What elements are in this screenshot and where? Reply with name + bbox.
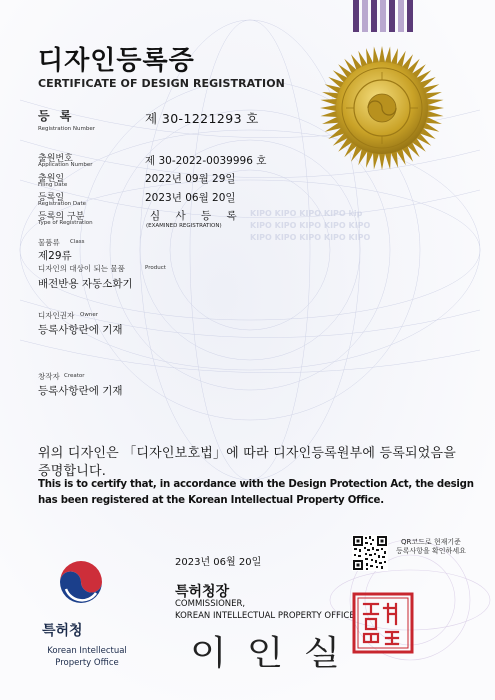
creator-label-en: Creator (64, 373, 85, 379)
product-value: 배전반용 자동소화기 (38, 278, 133, 290)
registration-number-value: 제 30-1221293 호 (145, 111, 259, 126)
creator-label: 창작자 (38, 372, 60, 381)
svg-text:KIPO KIPO KIPO KIPO KIPO: KIPO KIPO KIPO KIPO KIPO (250, 233, 371, 242)
gold-seal (320, 46, 444, 170)
registration-type-value: 심 사 등 록 (150, 210, 243, 222)
application-number-label: 출원번호 (38, 154, 73, 164)
registration-date-value: 2023년 06월 20일 (145, 192, 236, 204)
owner-label-en: Owner (80, 312, 98, 318)
product-label: 디자인의 대상이 되는 물품 (38, 264, 125, 273)
class-label-en: Class (70, 239, 85, 245)
filing-date-value: 2022년 09월 29일 (145, 173, 236, 185)
commissioner-title-en-line-2: KOREAN INTELLECTUAL PROPERTY OFFICE (175, 611, 355, 621)
registration-type-label: 등록의 구분 (38, 212, 85, 222)
statement-korean-line-2: 증명합니다. (38, 464, 107, 479)
qr-note-line-1: QR코드로 현재기준 (400, 538, 461, 546)
title-english: CERTIFICATE OF DESIGN REGISTRATION (38, 77, 285, 90)
svg-text:KIPO KIPO KIPO KIPO kip: KIPO KIPO KIPO KIPO kip (250, 209, 363, 218)
registration-type-value-en: (EXAMINED REGISTRATION) (146, 223, 222, 229)
title-korean: 디자인등록증 (38, 46, 195, 76)
commissioner-signature: 이 인 실 (190, 632, 345, 673)
registration-number-label-en: Registration Number (38, 126, 96, 132)
kipo-logo-icon (52, 553, 110, 611)
product-label-en: Product (145, 265, 166, 271)
application-number-value: 제 30-2022-0039996 호 (145, 155, 267, 167)
kipo-name-english (37, 645, 137, 669)
owner-value: 등록사항란에 기재 (38, 324, 123, 336)
official-stamp-icon (352, 592, 414, 654)
qr-note (396, 538, 466, 556)
application-number-label-en: Application Number (38, 162, 93, 168)
issue-date: 2023년 06월 20일 (175, 557, 262, 568)
kipo-name-english-line-1: Korean Intellectual (47, 646, 127, 656)
statement-korean-line-1: 위의 디자인은 「디자인보호법」에 따라 디자인등록원부에 등록되었음을 (38, 446, 457, 461)
registration-type-label-en: Type of Registration (38, 220, 93, 226)
statement-english-line-2: has been registered at the Korean Intellectual Property Office. (38, 495, 384, 506)
kipo-name-english-line-2: Property Office (55, 658, 119, 668)
kipo-name-korean: 특허청 (42, 623, 83, 639)
registration-date-label: 등록일 (38, 193, 65, 203)
filing-date-label: 출원일 (38, 174, 65, 184)
qr-code-icon[interactable] (352, 535, 388, 571)
registration-number-label: 등 록 (38, 109, 75, 123)
statement-english-line-1: This is to certify that, in accordance with the Design Protection Act, the design (38, 479, 474, 490)
qr-note-line-2: 등록사항을 확인하세요 (396, 547, 466, 555)
owner-label: 디자인권자 (38, 311, 75, 320)
class-value: 제29류 (38, 250, 72, 262)
ribbon (353, 0, 413, 32)
class-label: 물품류 (38, 238, 60, 247)
commissioner-title-korean: 특허청장 (175, 584, 230, 600)
creator-value: 등록사항란에 기재 (38, 385, 123, 397)
svg-text:KIPO KIPO KIPO KIPO KIPO: KIPO KIPO KIPO KIPO KIPO (250, 221, 371, 230)
commissioner-title-en-line-1: COMMISSIONER, (175, 599, 246, 609)
registration-date-label-en: Registration Date (38, 201, 87, 207)
filing-date-label-en: Filing Date (38, 182, 68, 188)
